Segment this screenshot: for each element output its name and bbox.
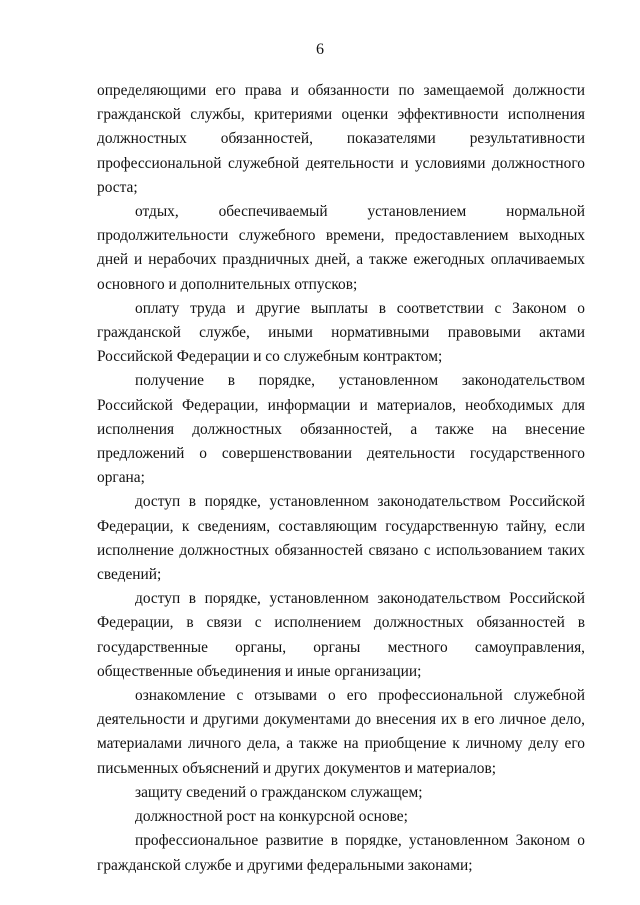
paragraph-salary-right: оплату труда и другие выплаты в соответствии с Законом о гражданской службе, иными нормативными правовыми актами Российской Федерации и со служебным контрактом; [97, 299, 585, 366]
paragraph-secret-access-right: доступ в порядке, установленном законодательством Российской Федерации, к сведениям, составляющим государственную тайну, если исполнение должностных обязанностей связано с использованием таких сведений; [97, 493, 585, 584]
paragraph-organizations-access-right: доступ в порядке, установленном законодательством Российской Федерации, в связи с исполнением должностных обязанностей в государственные органы, органы местного самоуправления, общественные объединения и иные организации; [97, 590, 585, 680]
paragraph-personal-file-right: ознакомление с отзывами о его профессиональной служебной деятельности и другими документами до внесения их в его личное дело, материалами личного дела, а также на приобщение к личному делу его письменных объяснений и других документов и материалов; [97, 687, 585, 777]
paragraph-career-growth-right: должностной рост на конкурсной основе; [135, 808, 408, 826]
paragraph-data-protection-right: защиту сведений о гражданском служащем; [135, 783, 423, 801]
paragraph-rest-right: отдых, обеспечиваемый установлением нормальной продолжительности служебного времени, предоставлением выходных дней и нерабочих праздничных дней, а также ежегодных оплачиваемых основного и дополнительных отпусков; [97, 203, 585, 293]
document-body [97, 79, 585, 878]
paragraph-information-right: получение в порядке, установленном законодательством Российской Федерации, информации и материалов, необходимых для исполнения должностных обязанностей, а также на внесение предложений о совершенствовании деятельности государственного органа; [97, 372, 585, 487]
paragraph-professional-development-right: профессиональное развитие в порядке, установленном Законом о гражданской службе и другими федеральными законами; [97, 832, 585, 874]
paragraph-continuation: определяющими его права и обязанности по замещаемой должности гражданской службы, критериями оценки эффективности исполнения должностных обязанностей, показателями результативности профессиональной служебной деятельности и условиями должностного роста; [97, 82, 585, 196]
page-number: 6 [316, 41, 324, 58]
